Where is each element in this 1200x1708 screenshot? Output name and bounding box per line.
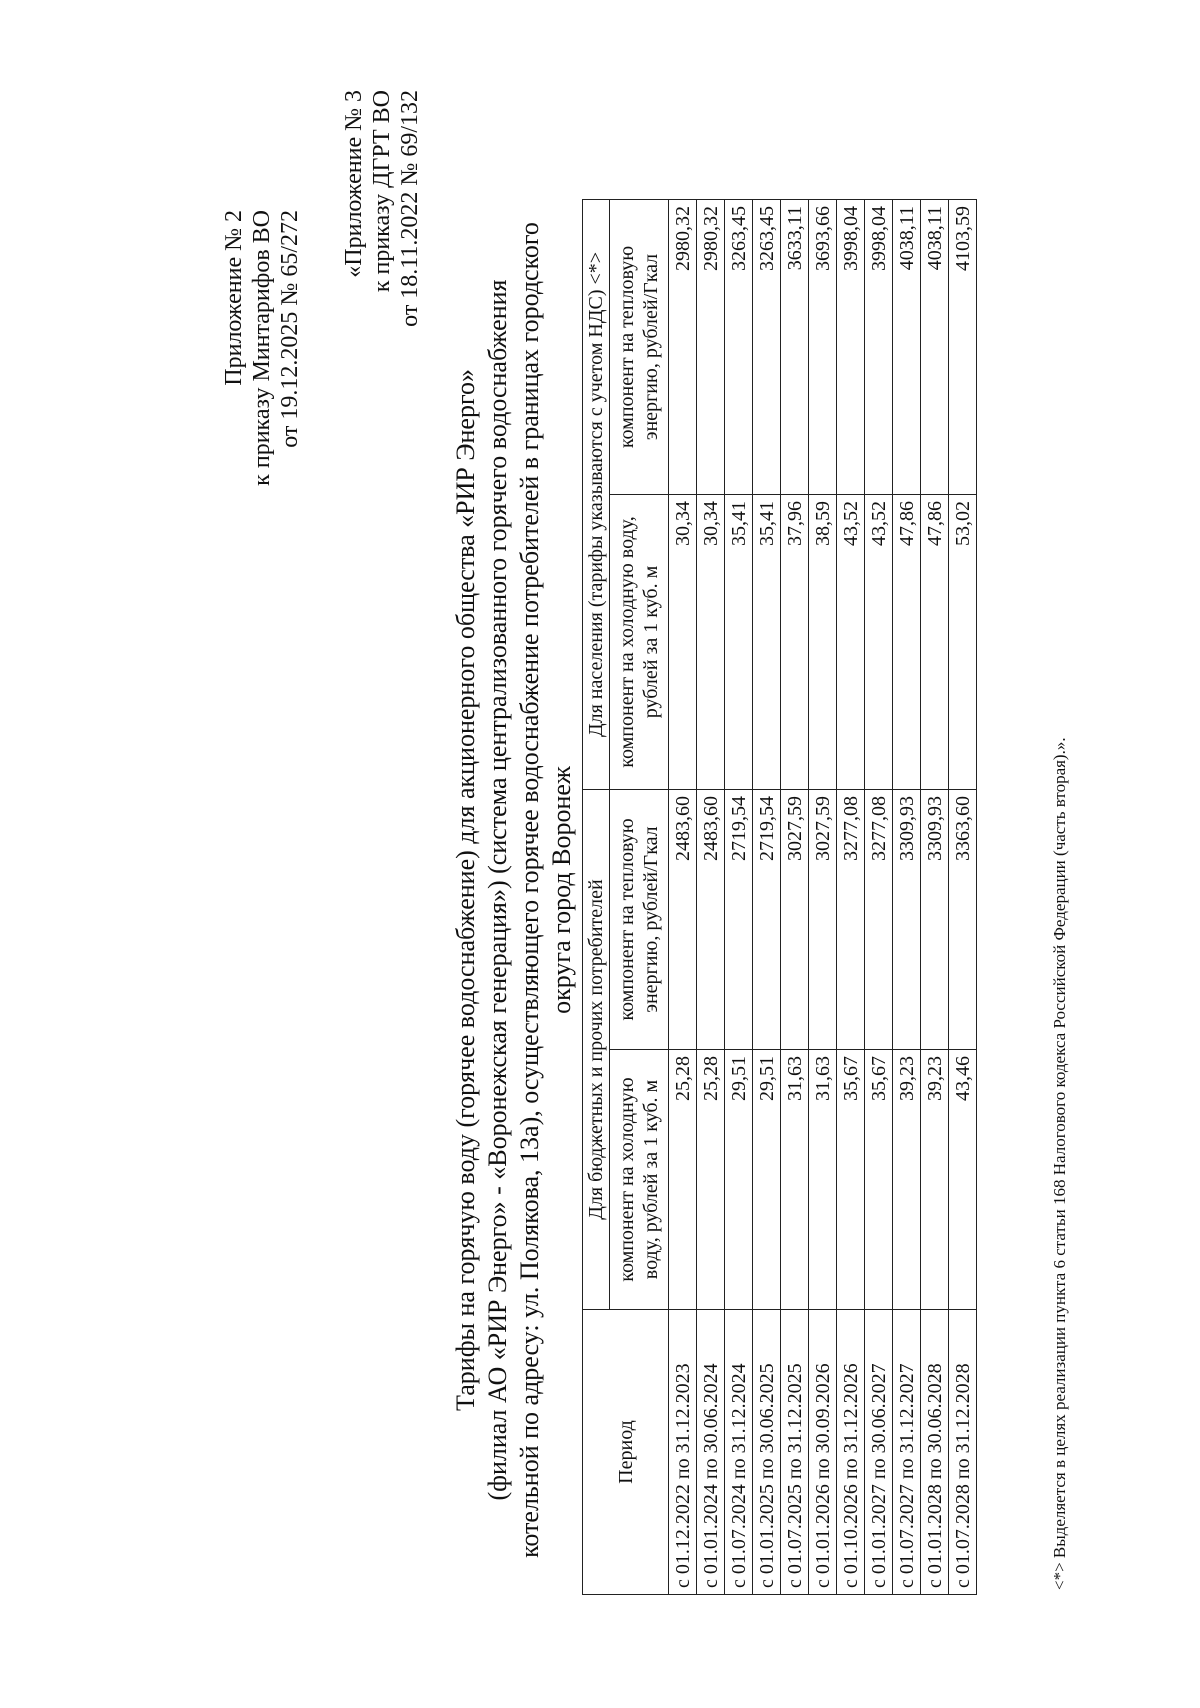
appendix-old-line2: к приказу ДГРТ ВО (369, 90, 395, 293)
cell-budget-cold: 39,23 (921, 1050, 949, 1310)
cell-population-heat: 3633,11 (781, 199, 809, 494)
table-row (725, 199, 753, 1594)
cell-period: с 01.01.2027 по 30.06.2027 (865, 1310, 893, 1595)
cell-population-cold: 30,34 (697, 494, 725, 789)
table-row (837, 199, 865, 1594)
cell-budget-cold: 35,67 (837, 1050, 865, 1310)
cell-period: с 01.12.2022 по 31.12.2023 (669, 1310, 697, 1595)
header-group-population: Для населения (тарифы указываются с учетом НДС) <*> (583, 199, 610, 789)
cell-population-cold: 35,41 (753, 494, 781, 789)
cell-population-cold: 35,41 (725, 494, 753, 789)
document-page (50, 80, 1130, 1680)
cell-population-cold: 30,34 (669, 494, 697, 789)
title-line2: (филиал АО «РИР Энерго» - «Воронежская генерация») (система централизованного горячего водоснабжения (483, 279, 512, 1501)
cell-population-cold: 47,86 (921, 494, 949, 789)
table-row (809, 199, 837, 1594)
table-row (921, 199, 949, 1594)
cell-population-heat: 2980,32 (669, 199, 697, 494)
tariff-table (582, 199, 977, 1595)
cell-budget-cold: 29,51 (725, 1050, 753, 1310)
table-row (949, 199, 977, 1594)
document-title (450, 190, 578, 1590)
cell-population-heat: 4038,11 (921, 199, 949, 494)
cell-period: с 01.01.2028 по 30.06.2028 (921, 1310, 949, 1595)
appendix-new-line2: к приказу Минтарифов ВО (249, 210, 275, 486)
header-population-thermal-energy: компонент на тепловую энергию, рублей/Гкал (610, 199, 669, 494)
cell-budget-heat: 3277,08 (865, 789, 893, 1049)
table-row (753, 199, 781, 1594)
appendix-reference-new (220, 210, 304, 486)
cell-population-heat: 4103,59 (949, 199, 977, 494)
cell-budget-heat: 3027,59 (781, 789, 809, 1049)
appendix-reference-old (340, 90, 424, 327)
cell-period: с 01.07.2027 по 31.12.2027 (893, 1310, 921, 1595)
title-line4: округа город Воронеж (547, 766, 576, 1014)
header-period: Период (583, 1310, 669, 1595)
cell-period: с 01.07.2024 по 31.12.2024 (725, 1310, 753, 1595)
cell-budget-cold: 31,63 (781, 1050, 809, 1310)
cell-population-heat: 3998,04 (865, 199, 893, 494)
cell-budget-heat: 3027,59 (809, 789, 837, 1049)
cell-budget-heat: 3363,60 (949, 789, 977, 1049)
cell-budget-heat: 3309,93 (921, 789, 949, 1049)
table-row (781, 199, 809, 1594)
cell-population-cold: 38,59 (809, 494, 837, 789)
cell-budget-heat: 2483,60 (697, 789, 725, 1049)
table-row (893, 199, 921, 1594)
header-budget-cold-water: компонент на холодную воду, рублей за 1 куб. м (610, 1050, 669, 1310)
cell-population-cold: 47,86 (893, 494, 921, 789)
cell-population-cold: 37,96 (781, 494, 809, 789)
cell-population-heat: 3998,04 (837, 199, 865, 494)
cell-population-heat: 3693,66 (809, 199, 837, 494)
table-row (669, 199, 697, 1594)
appendix-new-line1: Приложение № 2 (221, 210, 247, 386)
cell-budget-cold: 29,51 (753, 1050, 781, 1310)
cell-budget-heat: 2719,54 (753, 789, 781, 1049)
appendix-old-line1: «Приложение № 3 (341, 90, 367, 278)
cell-budget-cold: 25,28 (669, 1050, 697, 1310)
cell-period: с 01.07.2025 по 31.12.2025 (781, 1310, 809, 1595)
cell-budget-heat: 2719,54 (725, 789, 753, 1049)
cell-population-heat: 3263,45 (753, 199, 781, 494)
appendix-old-line3: от 18.11.2022 № 69/132 (397, 90, 423, 327)
cell-budget-heat: 3309,93 (893, 789, 921, 1049)
cell-budget-cold: 39,23 (893, 1050, 921, 1310)
cell-population-heat: 3263,45 (725, 199, 753, 494)
cell-population-cold: 53,02 (949, 494, 977, 789)
cell-population-heat: 2980,32 (697, 199, 725, 494)
cell-budget-heat: 3277,08 (837, 789, 865, 1049)
header-group-budget: Для бюджетных и прочих потребителей (583, 789, 610, 1309)
cell-budget-cold: 25,28 (697, 1050, 725, 1310)
cell-population-cold: 43,52 (837, 494, 865, 789)
title-line3: котельной по адресу: ул. Полякова, 13а), осуществляющего горячее водоснабжение потребителей в границах городского (515, 222, 544, 1558)
cell-budget-heat: 2483,60 (669, 789, 697, 1049)
table-row (865, 199, 893, 1594)
appendix-new-line3: от 19.12.2025 № 65/272 (277, 210, 303, 448)
header-population-cold-water: компонент на холодную воду, рублей за 1 куб. м (610, 494, 669, 789)
cell-budget-cold: 35,67 (865, 1050, 893, 1310)
cell-population-heat: 4038,11 (893, 199, 921, 494)
cell-population-cold: 43,52 (865, 494, 893, 789)
cell-budget-cold: 43,46 (949, 1050, 977, 1310)
title-line1: Тарифы на горячую воду (горячее водоснабжение) для акционерного общества «РИР Энерго» (451, 369, 480, 1411)
cell-period: с 01.01.2025 по 30.06.2025 (753, 1310, 781, 1595)
cell-period: с 01.07.2028 по 31.12.2028 (949, 1310, 977, 1595)
cell-period: с 01.01.2026 по 30.09.2026 (809, 1310, 837, 1595)
cell-period: с 01.01.2024 по 30.06.2024 (697, 1310, 725, 1595)
table-row (697, 199, 725, 1594)
header-budget-thermal-energy: компонент на тепловую энергию, рублей/Гкал (610, 789, 669, 1049)
footnote: <*> Выделяется в целях реализации пункта 6 статьи 168 Налогового кодекса Российской Федерации (часть вторая).». (1050, 737, 1069, 1590)
cell-period: с 01.10.2026 по 31.12.2026 (837, 1310, 865, 1595)
cell-budget-cold: 31,63 (809, 1050, 837, 1310)
